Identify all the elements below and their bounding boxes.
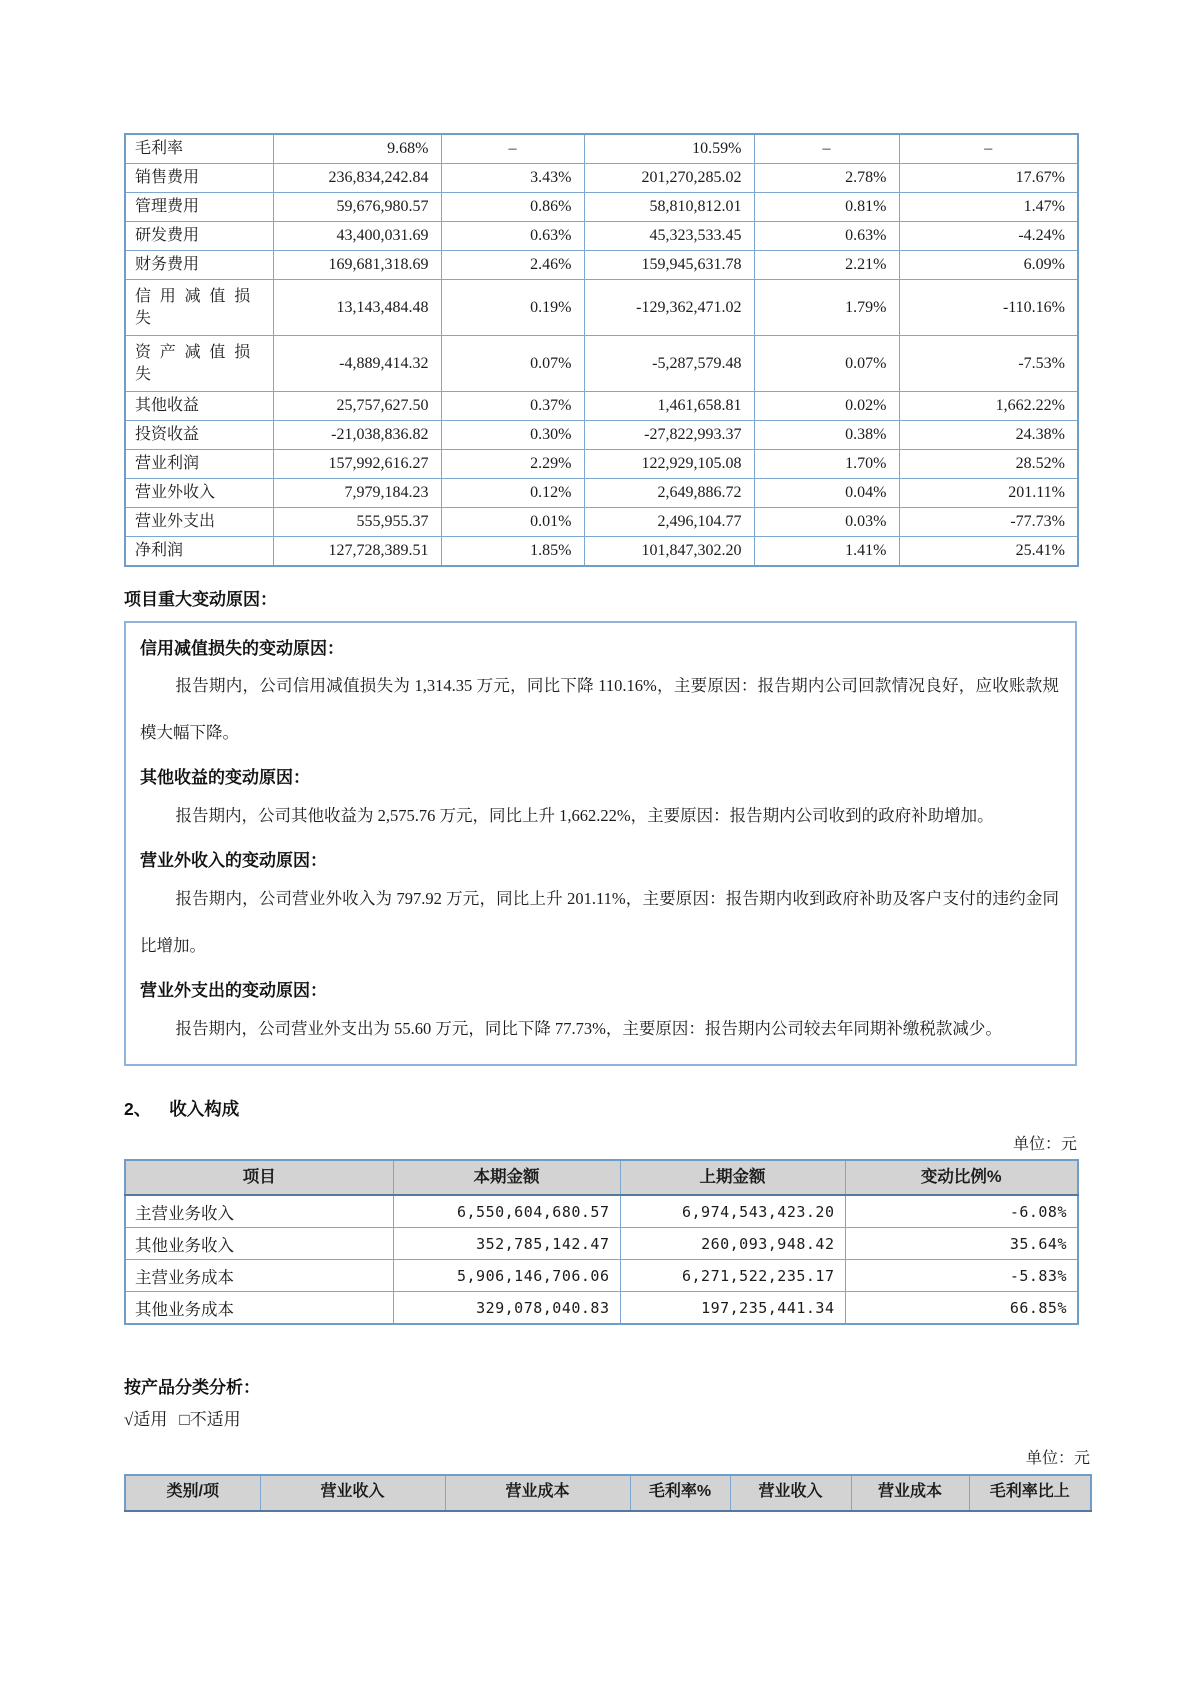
current-ratio: 0.19% xyxy=(441,280,584,336)
row-item-label: 其他业务收入 xyxy=(125,1228,393,1260)
reasons-heading: 项目重大变动原因： xyxy=(124,590,277,609)
change-ratio: 201.11% xyxy=(899,479,1078,508)
current-amount: 169,681,318.69 xyxy=(273,251,441,280)
current-ratio: – xyxy=(441,134,584,164)
prior-ratio: 0.02% xyxy=(754,392,899,421)
change-ratio: 24.38% xyxy=(899,421,1078,450)
prior-amount: -5,287,579.48 xyxy=(584,336,754,392)
row-item-label: 净利润 xyxy=(125,537,273,567)
prior-amount: 45,323,533.45 xyxy=(584,222,754,251)
table-row xyxy=(125,193,1078,222)
prior-ratio: 0.81% xyxy=(754,193,899,222)
prior-amount: 6,974,543,423.20 xyxy=(620,1195,845,1228)
applicable-option: √适用 xyxy=(124,1409,168,1429)
prior-ratio: 1.70% xyxy=(754,450,899,479)
change-ratio: -7.53% xyxy=(899,336,1078,392)
prior-amount: 2,649,886.72 xyxy=(584,479,754,508)
row-item-label: 营业外收入 xyxy=(125,479,273,508)
revenue-row xyxy=(125,1260,1078,1292)
row-item-label: 营业外支出 xyxy=(125,508,273,537)
current-ratio: 0.12% xyxy=(441,479,584,508)
product-analysis-heading: 按产品分类分析： xyxy=(124,1378,260,1398)
not-applicable-option: □不适用 xyxy=(179,1409,241,1429)
product-table xyxy=(124,1474,1092,1512)
reason-body: 报告期内，公司营业外支出为 55.60 万元，同比下降 77.73%，主要原因：报告期内公司较去年同期补缴税款减少。 xyxy=(175,1018,1002,1038)
header-operating-revenue: 营业收入 xyxy=(260,1475,445,1511)
change-ratio: 1.47% xyxy=(899,193,1078,222)
table-row xyxy=(125,450,1078,479)
row-item-label: 主营业务收入 xyxy=(125,1195,393,1228)
revenue-row xyxy=(125,1292,1078,1325)
prior-amount: -129,362,471.02 xyxy=(584,280,754,336)
change-ratio: 17.67% xyxy=(899,164,1078,193)
prior-amount: 10.59% xyxy=(584,134,754,164)
change-ratio: 28.52% xyxy=(899,450,1078,479)
revenue-section-heading xyxy=(124,1096,1200,1122)
prior-amount: 122,929,105.08 xyxy=(584,450,754,479)
prior-amount: 197,235,441.34 xyxy=(620,1292,845,1325)
current-amount: 9.68% xyxy=(273,134,441,164)
row-item-label: 其他收益 xyxy=(125,392,273,421)
prior-ratio: 1.79% xyxy=(754,280,899,336)
prior-amount: 260,093,948.42 xyxy=(620,1228,845,1260)
prior-amount: 58,810,812.01 xyxy=(584,193,754,222)
row-item-label: 管理费用 xyxy=(125,193,273,222)
current-ratio: 0.37% xyxy=(441,392,584,421)
current-amount: -4,889,414.32 xyxy=(273,336,441,392)
change-ratio: -4.24% xyxy=(899,222,1078,251)
current-amount: 352,785,142.47 xyxy=(393,1228,620,1260)
change-ratio: 25.41% xyxy=(899,537,1078,567)
row-item-label: 营业利润 xyxy=(125,450,273,479)
current-amount: 5,906,146,706.06 xyxy=(393,1260,620,1292)
table-row xyxy=(125,392,1078,421)
current-amount: 43,400,031.69 xyxy=(273,222,441,251)
header-prior-amount: 上期金额 xyxy=(620,1160,845,1195)
reason-title: 营业外收入的变动原因： xyxy=(140,851,327,871)
change-ratio: -110.16% xyxy=(899,280,1078,336)
prior-amount: -27,822,993.37 xyxy=(584,421,754,450)
reason-title: 信用减值损失的变动原因： xyxy=(140,638,344,658)
row-item-label: 信用减值损失 xyxy=(125,280,273,336)
change-ratio: -77.73% xyxy=(899,508,1078,537)
prior-amount: 2,496,104.77 xyxy=(584,508,754,537)
current-ratio: 2.29% xyxy=(441,450,584,479)
reason-item xyxy=(140,766,1059,839)
change-ratio: 6.09% xyxy=(899,251,1078,280)
row-item-label: 财务费用 xyxy=(125,251,273,280)
table-row xyxy=(125,251,1078,280)
prior-ratio: 0.04% xyxy=(754,479,899,508)
prior-ratio: 0.38% xyxy=(754,421,899,450)
unit-label: 单位：元 xyxy=(1012,1136,1077,1154)
current-amount: 127,728,389.51 xyxy=(273,537,441,567)
table-row xyxy=(125,222,1078,251)
row-item-label: 主营业务成本 xyxy=(125,1260,393,1292)
current-ratio: 0.07% xyxy=(441,336,584,392)
current-amount: 7,979,184.23 xyxy=(273,479,441,508)
reason-item xyxy=(140,979,1059,1052)
header-current-amount: 本期金额 xyxy=(393,1160,620,1195)
prior-ratio: 2.21% xyxy=(754,251,899,280)
table-row xyxy=(125,134,1078,164)
current-ratio: 2.46% xyxy=(441,251,584,280)
prior-amount: 101,847,302.20 xyxy=(584,537,754,567)
change-ratio: 66.85% xyxy=(845,1292,1078,1325)
table-row xyxy=(125,280,1078,336)
current-ratio: 0.86% xyxy=(441,193,584,222)
header-operating-cost: 营业成本 xyxy=(445,1475,630,1511)
table-row xyxy=(125,336,1078,392)
revenue-row xyxy=(125,1195,1078,1228)
row-item-label: 资产减值损失 xyxy=(125,336,273,392)
current-ratio: 3.43% xyxy=(441,164,584,193)
reason-item xyxy=(140,849,1059,969)
table-row xyxy=(125,421,1078,450)
prior-ratio: – xyxy=(754,134,899,164)
current-amount: 329,078,040.83 xyxy=(393,1292,620,1325)
current-amount: 555,955.37 xyxy=(273,508,441,537)
current-ratio: 0.01% xyxy=(441,508,584,537)
reason-title: 营业外支出的变动原因： xyxy=(140,980,327,1000)
row-item-label: 毛利率 xyxy=(125,134,273,164)
change-ratio: -5.83% xyxy=(845,1260,1078,1292)
unit-label: 单位：元 xyxy=(1025,1450,1090,1468)
header-operating-cost-prior: 营业成本 xyxy=(851,1475,969,1511)
prior-ratio: 2.78% xyxy=(754,164,899,193)
current-amount: 25,757,627.50 xyxy=(273,392,441,421)
row-item-label: 投资收益 xyxy=(125,421,273,450)
revenue-header-row xyxy=(125,1160,1078,1195)
change-ratio: -6.08% xyxy=(845,1195,1078,1228)
change-ratio: 1,662.22% xyxy=(899,392,1078,421)
current-amount: 59,676,980.57 xyxy=(273,193,441,222)
revenue-table xyxy=(124,1159,1079,1325)
applicability-line xyxy=(124,1407,1200,1433)
prior-amount: 159,945,631.78 xyxy=(584,251,754,280)
reason-body: 报告期内，公司信用减值损失为 1,314.35 万元，同比下降 110.16%，主要原因：报告期内公司回款情况良好，应收账款规模大幅下降。 xyxy=(140,676,1059,743)
header-change-ratio: 变动比例% xyxy=(845,1160,1078,1195)
header-category: 类别/项 xyxy=(125,1475,260,1511)
table-row xyxy=(125,479,1078,508)
prior-ratio: 0.63% xyxy=(754,222,899,251)
prior-ratio: 1.41% xyxy=(754,537,899,567)
current-amount: -21,038,836.82 xyxy=(273,421,441,450)
table-row xyxy=(125,508,1078,537)
reason-body: 报告期内，公司其他收益为 2,575.76 万元，同比上升 1,662.22%，主要原因：报告期内公司收到的政府补助增加。 xyxy=(175,806,994,826)
current-ratio: 1.85% xyxy=(441,537,584,567)
header-gross-margin-change: 毛利率比上 xyxy=(969,1475,1091,1511)
prior-ratio: 0.03% xyxy=(754,508,899,537)
row-item-label: 其他业务成本 xyxy=(125,1292,393,1325)
reasons-box xyxy=(124,621,1077,1066)
reason-body: 报告期内，公司营业外收入为 797.92 万元，同比上升 201.11%，主要原因：报告期内收到政府补助及客户支付的违约金同比增加。 xyxy=(140,888,1059,955)
current-amount: 236,834,242.84 xyxy=(273,164,441,193)
current-ratio: 0.63% xyxy=(441,222,584,251)
prior-amount: 201,270,285.02 xyxy=(584,164,754,193)
header-operating-revenue-prior: 营业收入 xyxy=(730,1475,851,1511)
prior-amount: 6,271,522,235.17 xyxy=(620,1260,845,1292)
current-amount: 13,143,484.48 xyxy=(273,280,441,336)
table-row xyxy=(125,164,1078,193)
header-item: 项目 xyxy=(125,1160,393,1195)
table-row xyxy=(125,537,1078,567)
current-amount: 157,992,616.27 xyxy=(273,450,441,479)
reason-title: 其他收益的变动原因： xyxy=(140,768,310,788)
section-number: 2、 xyxy=(124,1098,152,1119)
reason-item xyxy=(140,637,1059,757)
prior-ratio: 0.07% xyxy=(754,336,899,392)
change-ratio: 35.64% xyxy=(845,1228,1078,1260)
expense-table xyxy=(124,133,1079,567)
section-title: 收入构成 xyxy=(169,1098,240,1119)
prior-amount: 1,461,658.81 xyxy=(584,392,754,421)
change-ratio: – xyxy=(899,134,1078,164)
revenue-row xyxy=(125,1228,1078,1260)
current-amount: 6,550,604,680.57 xyxy=(393,1195,620,1228)
product-header-row xyxy=(125,1475,1091,1511)
row-item-label: 研发费用 xyxy=(125,222,273,251)
header-gross-margin: 毛利率% xyxy=(630,1475,730,1511)
current-ratio: 0.30% xyxy=(441,421,584,450)
row-item-label: 销售费用 xyxy=(125,164,273,193)
